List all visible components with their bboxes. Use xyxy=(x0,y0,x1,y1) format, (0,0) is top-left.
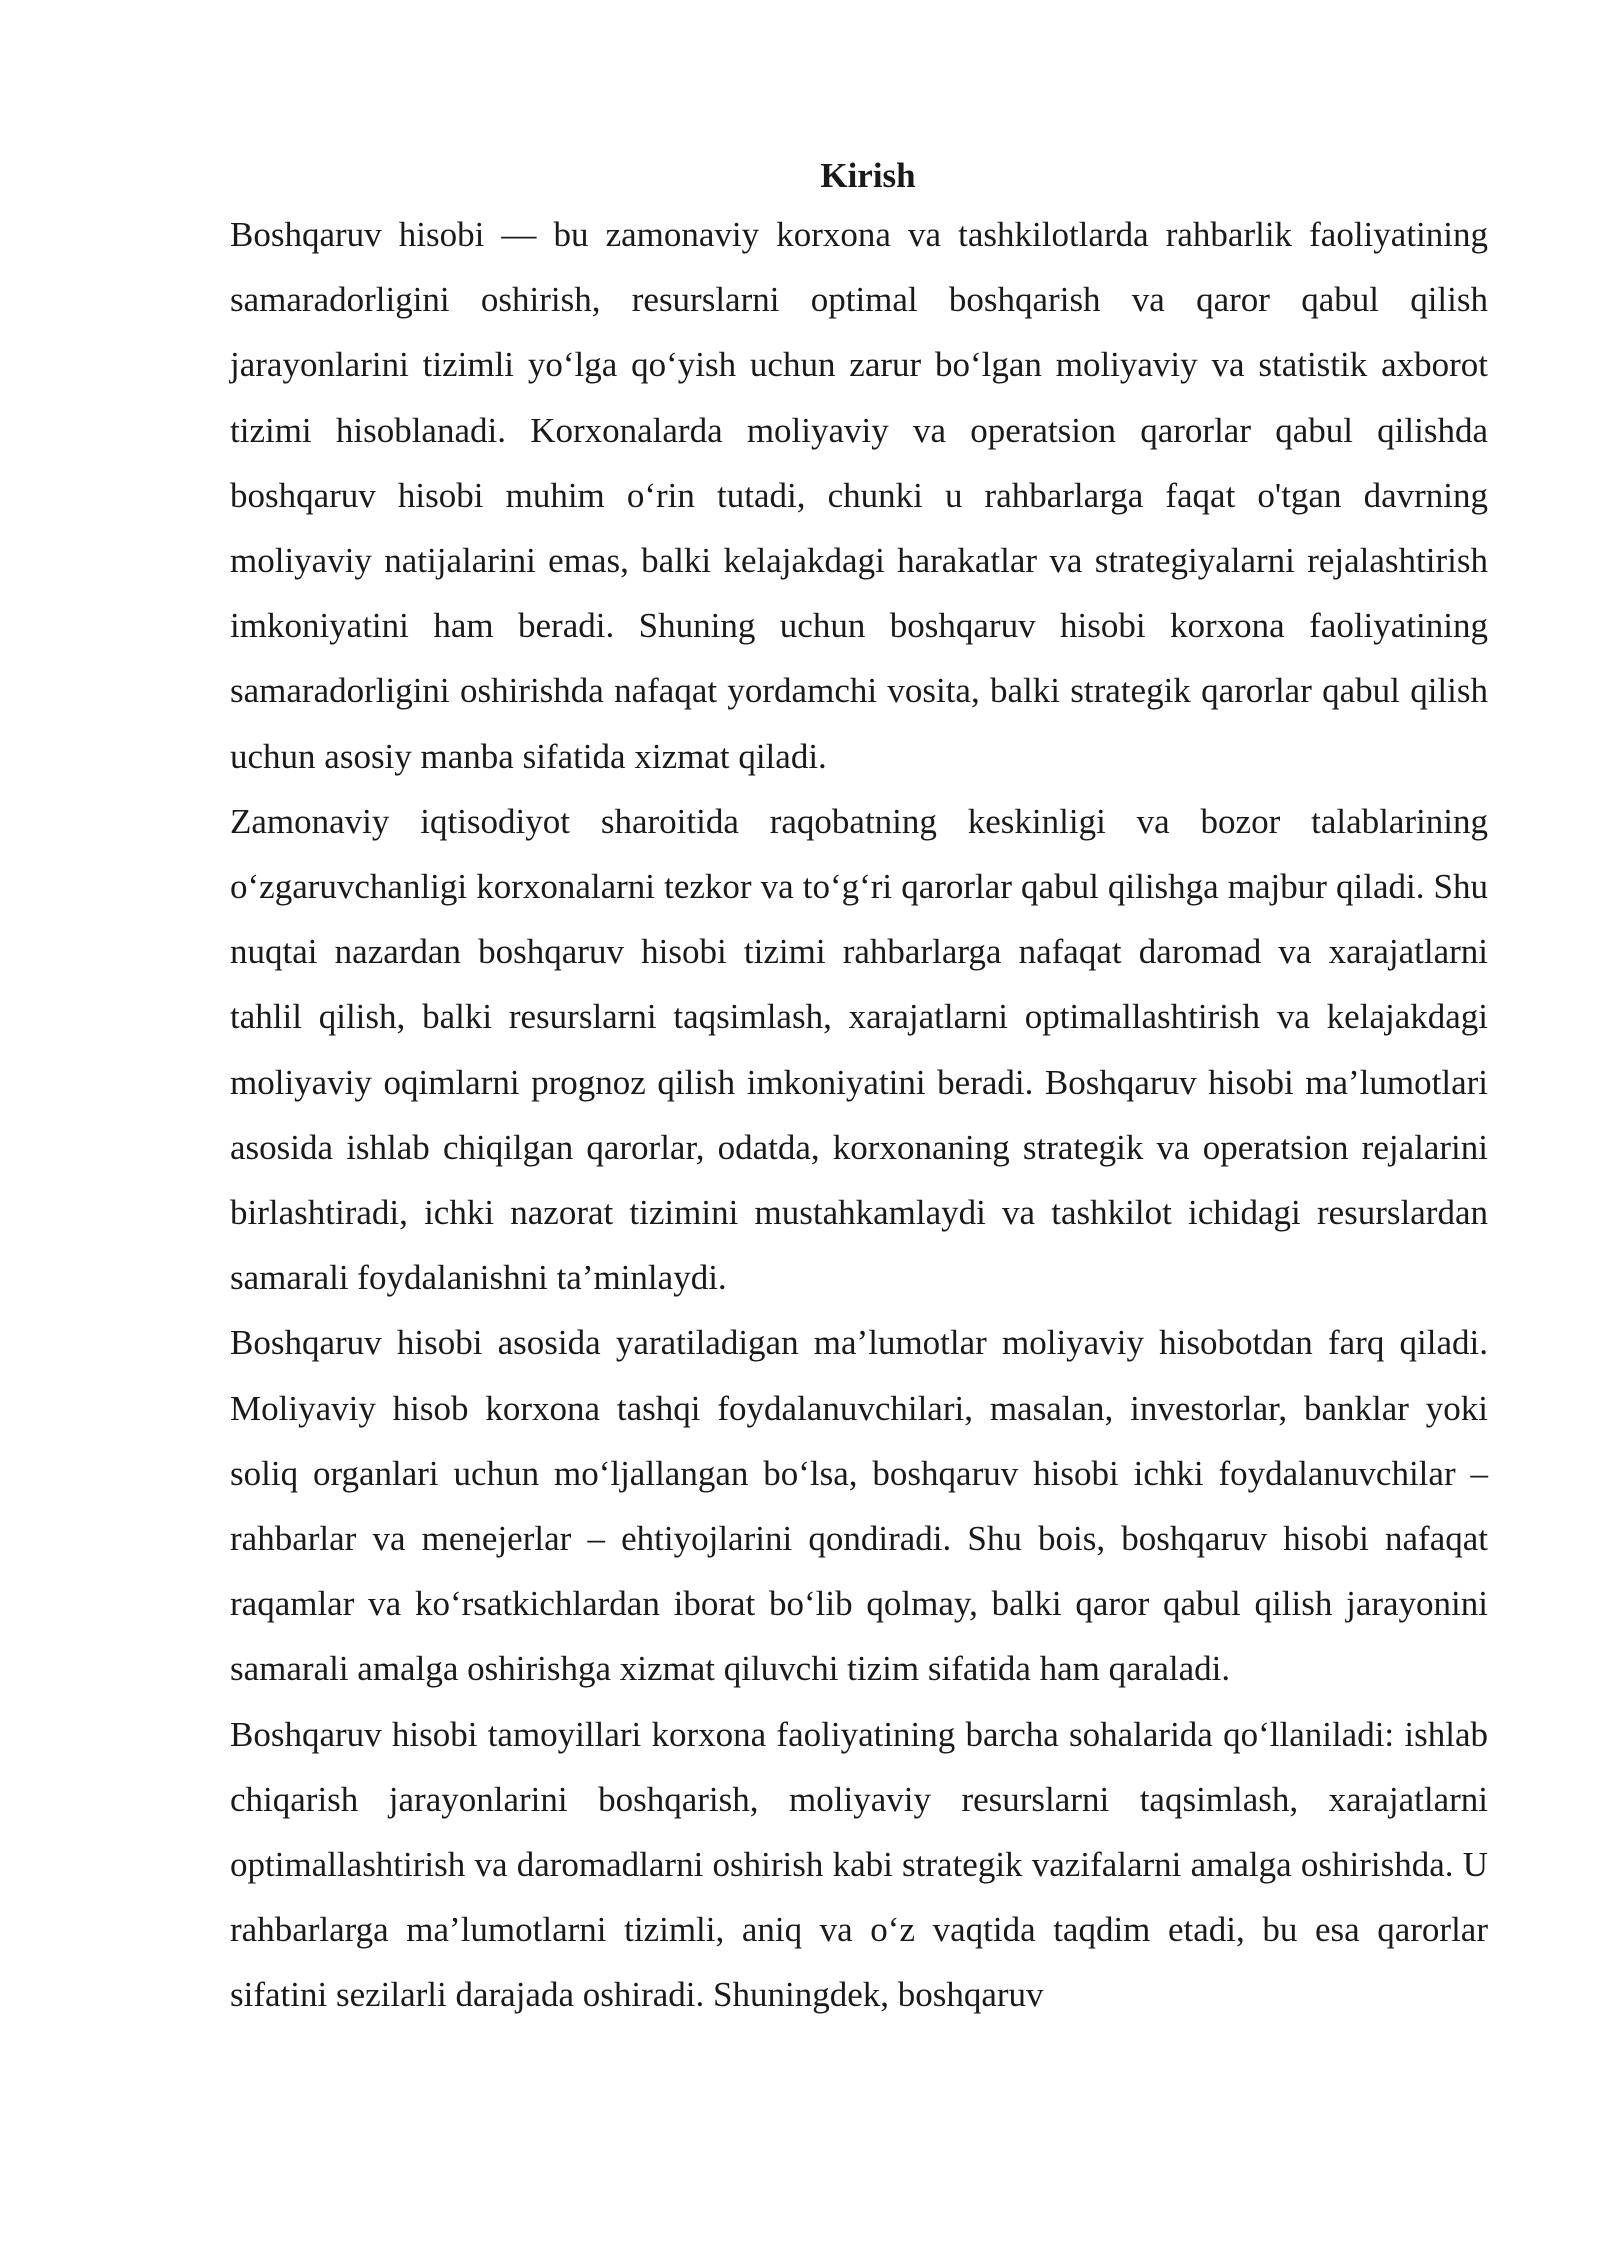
paragraph-2: Zamonaviy iqtisodiyot sharoitida raqobatning keskinligi va bozor talablarining o‘zgaruvchanligi korxonalarni tezkor va to‘g‘ri qarorlar qabul qilishga majbur qiladi. Shu nuqtai nazardan boshqaruv hisobi tizimi rahbarlarga nafaqat daromad va xarajatlarni tahlil qilish, balki resurslarni taqsimlash, xarajatlarni optimallashtirish va kelajakdagi moliyaviy oqimlarni prognoz qilish imkoniyatini beradi. Boshqaruv hisobi ma’lumotlari asosida ishlab chiqilgan qarorlar, odatda, korxonaning strategik va operatsion rejalarini birlashtiradi, ichki nazorat tizimini mustahkamlaydi va tashkilot ichidagi resurslardan samarali foydalanishni ta’minlaydi. xyxy=(230,801,1488,1298)
paragraph-4: Boshqaruv hisobi tamoyillari korxona faoliyatining barcha sohalarida qo‘llaniladi: ishlab chiqarish jarayonlarini boshqarish, moliyaviy resurslarni taqsimlash, xarajatlarni optimallashtirish va daromadlarni oshirish kabi strategik vazifalarni amalga oshirishda. U rahbarlarga ma’lumotlarni tizimli, aniq va o‘z vaqtida taqdim etadi, bu esa qarorlar sifatini sezilarli darajada oshiradi. Shuningdek, boshqaruv xyxy=(230,1714,1488,2015)
document-body xyxy=(230,150,1488,2028)
paragraph-3: Boshqaruv hisobi asosida yaratiladigan ma’lumotlar moliyaviy hisobotdan farq qiladi. Moliyaviy hisob korxona tashqi foydalanuvchilari, masalan, investorlar, banklar yoki soliq organlari uchun mo‘ljallangan bo‘lsa, boshqaruv hisobi ichki foydalanuvchilar – rahbarlar va menejerlar – ehtiyojlarini qondiradi. Shu bois, boshqaruv hisobi nafaqat raqamlar va ko‘rsatkichlardan iborat bo‘lib qolmay, balki qaror qabul qilish jarayonini samarali amalga oshirishga xizmat qiluvchi tizim sifatida ham qaraladi. xyxy=(230,1323,1488,1689)
document-title: Kirish xyxy=(820,156,916,195)
paragraph-1: Boshqaruv hisobi — bu zamonaviy korxona va tashkilotlarda rahbarlik faoliyatining samaradorligini oshirish, resurslarni optimal boshqarish va qaror qabul qilish jarayonlarini tizimli yo‘lga qo‘yish uchun zarur bo‘lgan moliyaviy va statistik axborot tizimi hisoblanadi. Korxonalarda moliyaviy va operatsion qarorlar qabul qilishda boshqaruv hisobi muhim o‘rin tutadi, chunki u rahbarlarga faqat o'tgan davrning moliyaviy natijalarini emas, balki kelajakdagi harakatlar va strategiyalarni rejalashtirish imkoniyatini ham beradi. Shuning uchun boshqaruv hisobi korxona faoliyatining samaradorligini oshirishda nafaqat yordamchi vosita, balki strategik qarorlar qabul qilish uchun asosiy manba sifatida xizmat qiladi. xyxy=(230,215,1488,776)
